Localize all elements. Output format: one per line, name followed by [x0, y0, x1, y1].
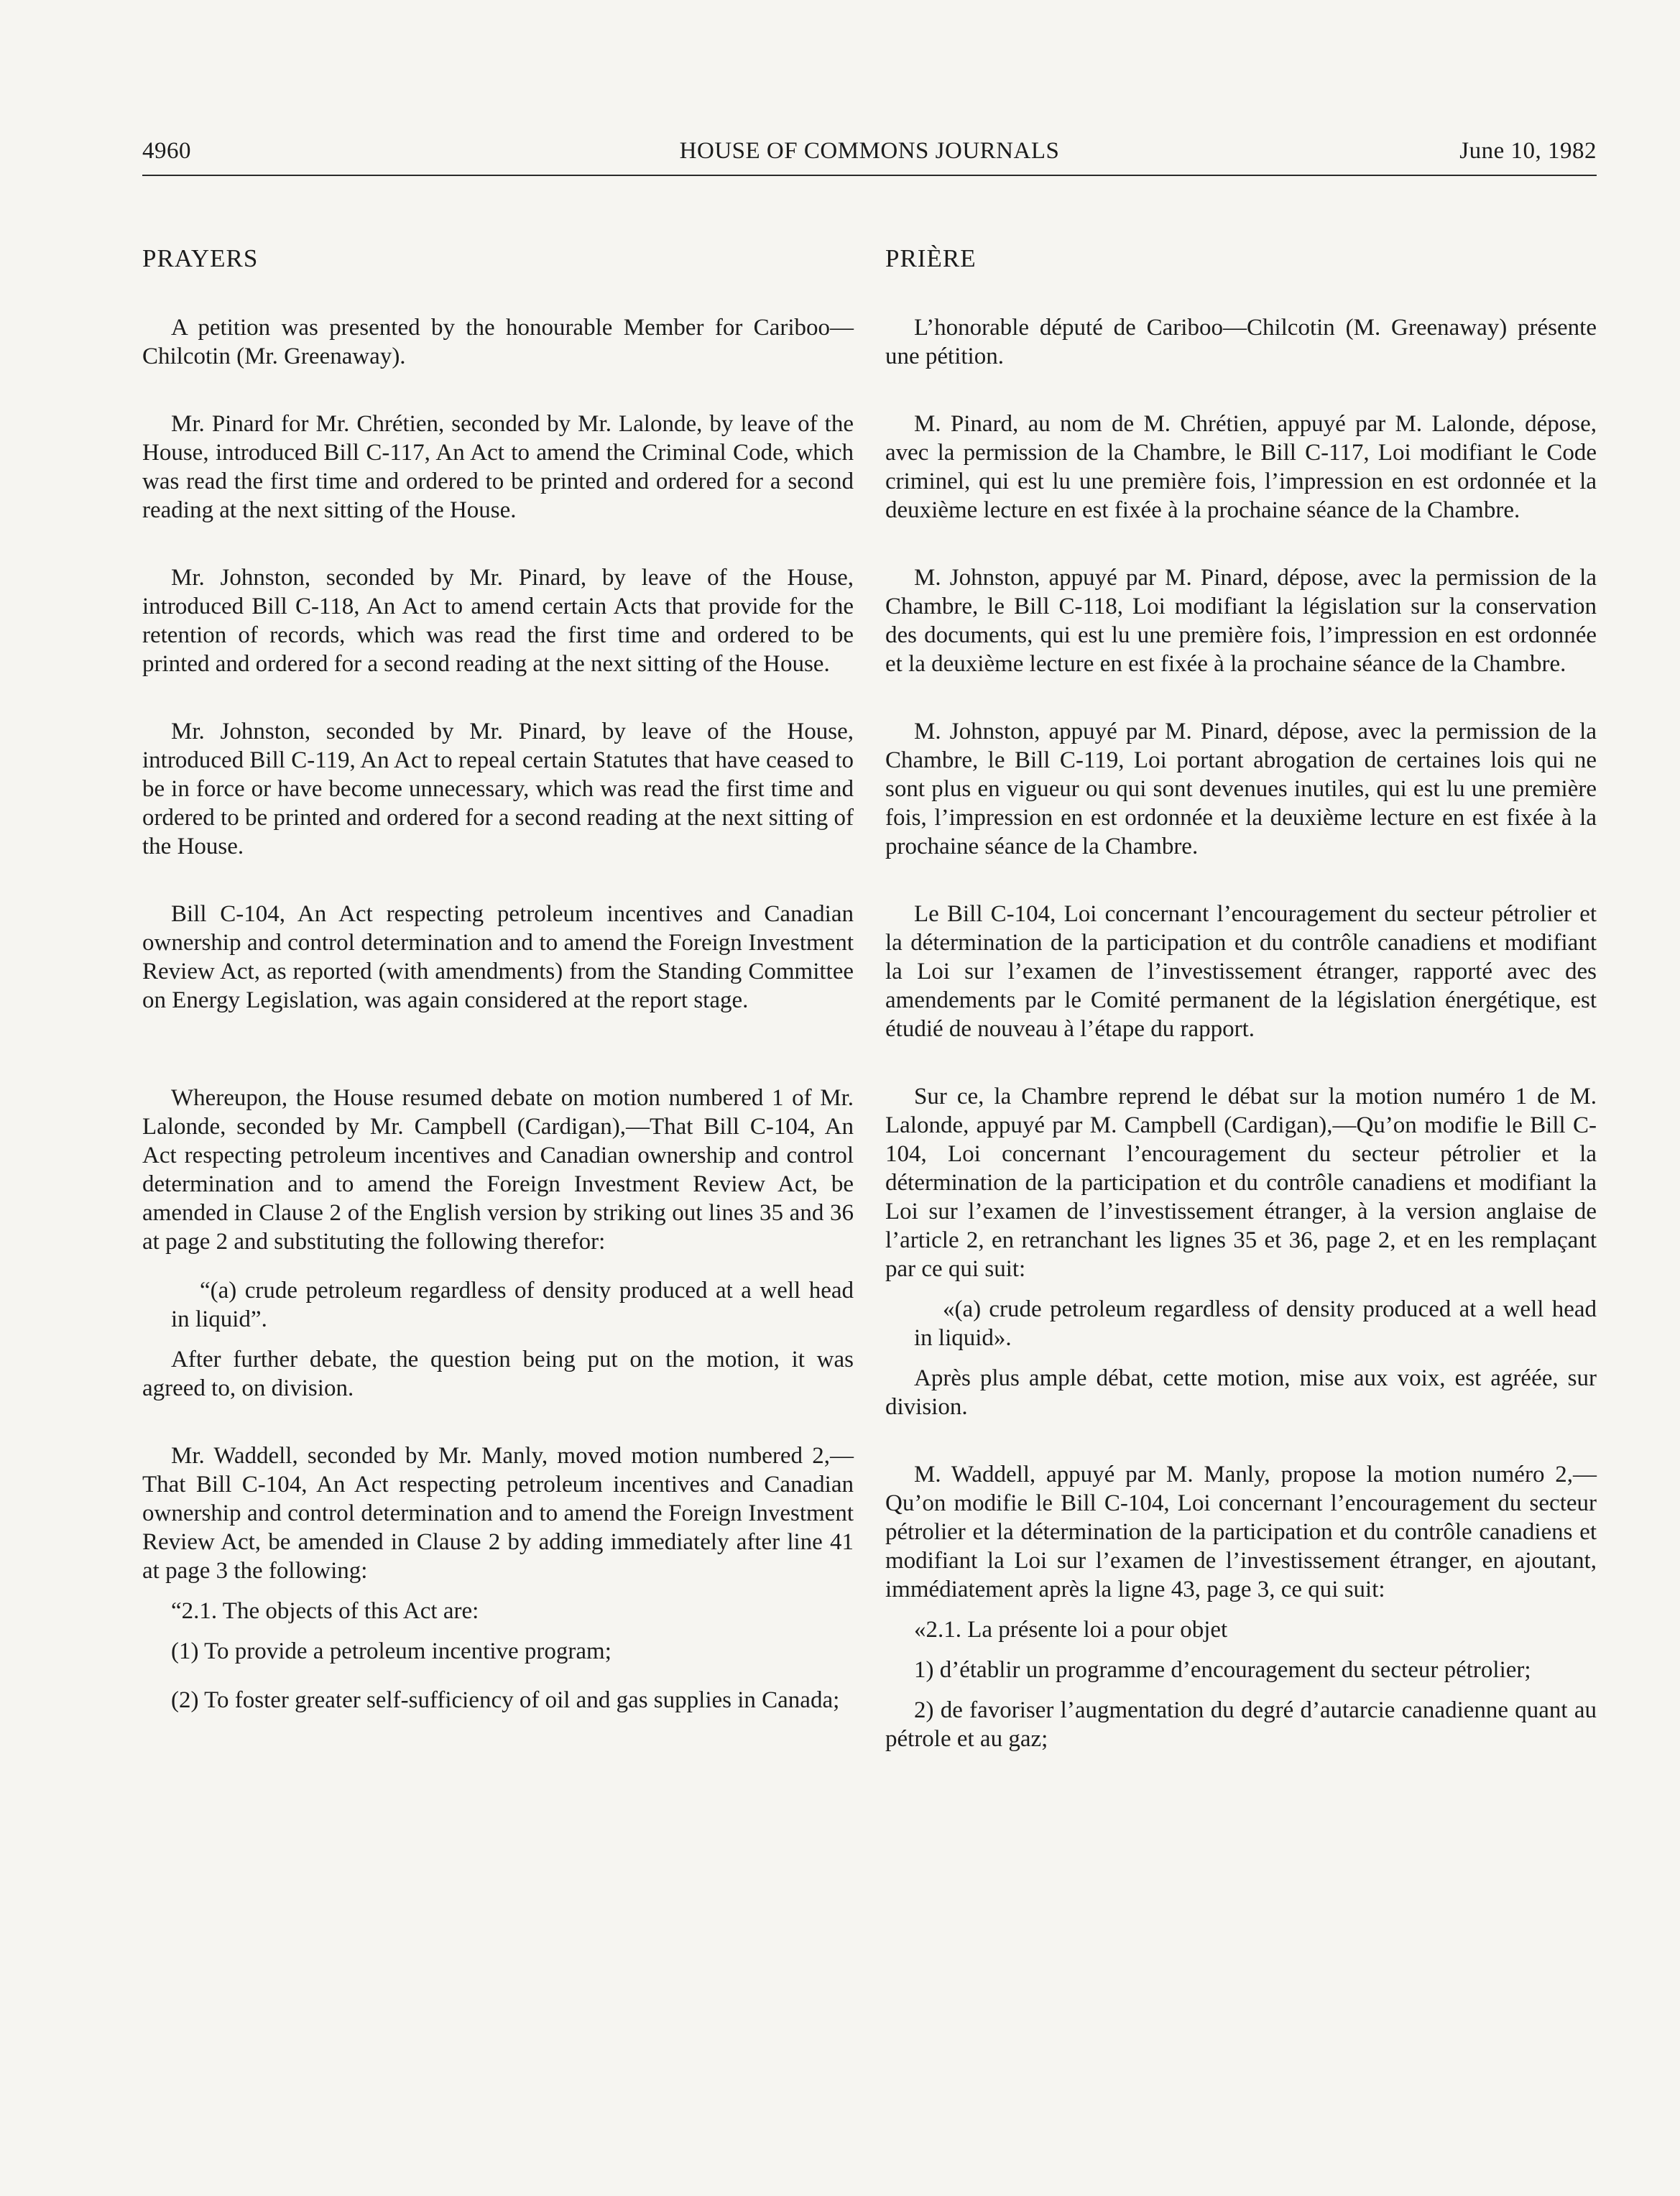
english-column [142, 243, 854, 1715]
journal-date: June 10, 1982 [1459, 138, 1597, 164]
bill-c117-paragraph-fr: M. Pinard, au nom de M. Chrétien, appuyé par M. Lalonde, dépose, avec la permission de la Chambre, le Bill C-117, Loi modifiant le Code criminel, qui est lu une première fois, l’impression en est ordonnée et la deuxième lecture en est fixée à la prochaine séance de la Chambre. [885, 411, 1597, 523]
bill-c117-paragraph: Mr. Pinard for Mr. Chrétien, seconded by Mr. Lalonde, by leave of the House, introduced Bill C-117, An Act to amend the Criminal Code, which was read the first time and ordered to be printed and ordered for a second reading at the next sitting of the House. [142, 411, 854, 523]
page-number: 4960 [142, 138, 191, 164]
motion-1-paragraph-fr: Sur ce, la Chambre reprend le débat sur la motion numéro 1 de M. Lalonde, appuyé par M. Campbell (Cardigan),—Qu’on modifie le Bill C-104, Loi concernant l’encouragement du secteur pétrolier et la détermination de la participation et du contrôle canadiens et modifiant la Loi sur l’examen de l’investissement étranger, à la version anglaise de l’article 2, en retranchant les lignes 35 et 36, page 2, et en les remplaçant par ce qui suit: [885, 1084, 1597, 1282]
objects-intro-fr: «2.1. La présente loi a pour objet [914, 1617, 1228, 1643]
section-title-prayers: PRAYERS [142, 244, 259, 272]
petition-paragraph: A petition was presented by the honourable Member for Cariboo—Chilcotin (Mr. Greenaway). [142, 315, 854, 369]
motion-1-quote: “(a) crude petroleum regardless of density produced at a well head in liquid”. [171, 1278, 854, 1332]
bill-c119-paragraph-fr: M. Johnston, appuyé par M. Pinard, dépose, avec la permission de la Chambre, le Bill C-119, Loi portant abrogation de certaines lois qui ne sont plus en vigueur ou qui sont devenues inutiles, qui est lu une première fois, l’impression en est ordonnée et la deuxième lecture en est fixée à la prochaine séance de la Chambre. [885, 719, 1597, 859]
objects-item-2: (2) To foster greater self-sufficiency of oil and gas supplies in Canada; [171, 1687, 840, 1713]
motion-1-result: After further debate, the question being put on the motion, it was agreed to, on division. [142, 1347, 854, 1401]
bill-c104-paragraph-fr: Le Bill C-104, Loi concernant l’encouragement du secteur pétrolier et la détermination de la participation et du contrôle canadiens et modifiant la Loi sur l’examen de l’investissement étranger, rapporté avec des amendements par le Comité permanent de la législation énergétique, est étudié de nouveau à l’étape du rapport. [885, 901, 1597, 1042]
motion-1-paragraph: Whereupon, the House resumed debate on motion numbered 1 of Mr. Lalonde, seconded by Mr. Campbell (Cardigan),—That Bill C-104, An Act respecting petroleum incentives and Canadian ownership and control determination and to amend the Foreign Investment Review Act, be amended in Clause 2 of the English version by striking out lines 35 and 36 at page 2 and substituting the following therefor: [142, 1085, 854, 1255]
motion-1-result-fr: Après plus ample débat, cette motion, mise aux voix, est agréée, sur division. [885, 1365, 1597, 1420]
journal-title: HOUSE OF COMMONS JOURNALS [679, 138, 1060, 164]
motion-1-quote-fr: «(a) crude petroleum regardless of density produced at a well head in liquid». [914, 1296, 1597, 1351]
motion-2-paragraph-fr: M. Waddell, appuyé par M. Manly, propose la motion numéro 2,—Qu’on modifie le Bill C-104, Loi concernant l’encouragement du secteur pétrolier et la détermination de la participation et du contrôle canadiens et modifiant la Loi sur l’examen de l’investissement étranger, en ajoutant, immédiatement après la ligne 43, page 3, ce qui suit: [885, 1462, 1597, 1602]
motion-2-paragraph: Mr. Waddell, seconded by Mr. Manly, moved motion numbered 2,—That Bill C-104, An Act respecting petroleum incentives and Canadian ownership and control determination and to amend the Foreign Investment Review Act, be amended in Clause 2 by adding immediately after line 41 at page 3 the following: [142, 1443, 854, 1584]
objects-item-1-fr: 1) d’établir un programme d’encouragement du secteur pétrolier; [914, 1657, 1531, 1683]
objects-intro: “2.1. The objects of this Act are: [171, 1598, 479, 1624]
page-header [142, 138, 1597, 174]
bill-c118-paragraph-fr: M. Johnston, appuyé par M. Pinard, dépose, avec la permission de la Chambre, le Bill C-118, Loi modifiant la législation sur la conservation des documents, qui est lu une première fois, l’impression en est ordonnée et la deuxième lecture en est fixée à la prochaine séance de la Chambre. [885, 565, 1597, 677]
bill-c104-paragraph: Bill C-104, An Act respecting petroleum incentives and Canadian ownership and control determination and to amend the Foreign Investment Review Act, as reported (with amendments) from the Standing Committee on Energy Legislation, was again considered at the report stage. [142, 901, 854, 1013]
header-rule [142, 175, 1597, 176]
objects-item-2-fr: 2) de favoriser l’augmentation du degré d’autarcie canadienne quant au pétrole et au gaz; [885, 1697, 1597, 1752]
petition-paragraph-fr: L’honorable député de Cariboo—Chilcotin (M. Greenaway) présente une pétition. [885, 315, 1597, 369]
french-column [885, 243, 1597, 1753]
bill-c119-paragraph: Mr. Johnston, seconded by Mr. Pinard, by leave of the House, introduced Bill C-119, An Act to repeal certain Statutes that have ceased to be in force or have become unnecessary, which was read the first time and ordered to be printed and ordered for a second reading at the next sitting of the House. [142, 719, 854, 859]
bill-c118-paragraph: Mr. Johnston, seconded by Mr. Pinard, by leave of the House, introduced Bill C-118, An Act to amend certain Acts that provide for the retention of records, which was read the first time and ordered to be printed and ordered for a second reading at the next sitting of the House. [142, 565, 854, 677]
objects-item-1: (1) To provide a petroleum incentive program; [171, 1638, 611, 1664]
section-title-priere: PRIÈRE [885, 244, 977, 272]
